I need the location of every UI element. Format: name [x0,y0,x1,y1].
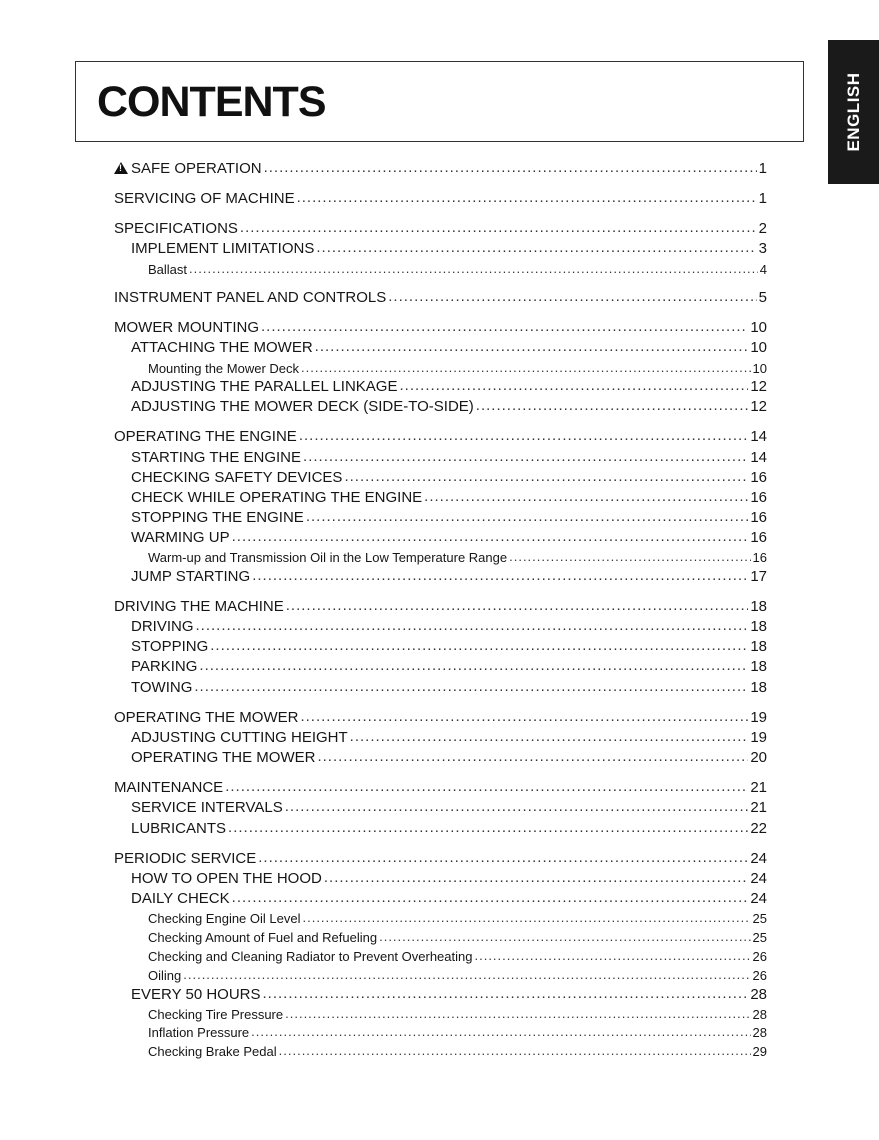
toc-entry-title [148,949,472,964]
toc-entry[interactable] [148,1007,767,1022]
toc-entry[interactable] [131,469,767,486]
toc-entry[interactable] [148,361,767,376]
toc-entry[interactable] [131,339,767,356]
toc-entry-text: Checking and Cleaning Radiator to Prevent Overheating [148,949,473,964]
toc-entry-text: STARTING THE ENGINE [131,449,302,466]
toc-entry-title [131,378,397,395]
toc-entry[interactable] [131,509,767,526]
dot-leader [299,427,749,444]
toc-entry-title [148,262,187,277]
toc-page-number: 22 [750,820,767,837]
dot-leader [399,377,748,394]
toc-entry[interactable] [148,1044,767,1059]
toc-entry-title [114,190,295,207]
toc-page-number: 24 [750,850,767,867]
toc-entry[interactable] [131,638,767,655]
dot-leader [232,889,749,906]
toc-entry-title [131,870,322,887]
dot-leader [285,798,749,815]
toc-page-number: 20 [750,749,767,766]
toc-entry-text: Mounting the Mower Deck [148,361,300,376]
toc-entry-title [114,160,262,177]
toc-entry-title [131,799,283,816]
toc-entry-text: DRIVING [131,618,194,635]
toc-entry[interactable] [148,1025,767,1040]
toc-entry-title [148,911,300,926]
toc-entry-text: SAFE OPERATION [131,160,262,177]
page-title: CONTENTS [97,78,326,126]
toc-entry-text: Ballast [148,262,188,277]
dot-leader [306,508,748,525]
toc-entry-title [148,1044,277,1059]
toc-entry-title [114,598,284,615]
dot-leader [240,219,757,236]
toc-entry-text: ATTACHING THE MOWER [131,339,313,356]
toc-entry[interactable] [148,550,767,565]
toc-entry-text: IMPLEMENT LIMITATIONS [131,240,315,257]
dot-leader [189,261,758,276]
dot-leader [199,657,748,674]
toc-entry[interactable] [131,489,767,506]
toc-entry-title [148,361,299,376]
toc-entry[interactable] [114,779,767,796]
toc-entry-text: STOPPING [131,638,209,655]
toc-page-number: 1 [758,190,767,207]
dot-leader [264,159,757,176]
dot-leader [210,637,748,654]
toc-entry-text: HOW TO OPEN THE HOOD [131,870,322,887]
toc-entry-title [131,890,230,907]
dot-leader [424,488,748,505]
toc-entry[interactable] [131,986,767,1003]
toc-entry-title [131,398,474,415]
toc-entry-title [131,749,315,766]
dot-leader [285,1006,750,1021]
toc-page-number: 18 [750,598,767,615]
toc-page-number: 28 [752,1025,767,1040]
toc-page-number: 21 [750,779,767,796]
dot-leader [301,360,751,375]
toc-entry-text: ADJUSTING THE PARALLEL LINKAGE [131,378,398,395]
toc-entry-title [114,289,386,306]
dot-leader [300,708,748,725]
dot-leader [297,189,757,206]
toc-page-number: 26 [752,949,767,964]
toc-entry-text: SERVICE INTERVALS [131,799,283,816]
toc-entry-text: Checking Brake Pedal [148,1044,277,1059]
toc-entry[interactable] [114,160,767,177]
toc-entry-title [131,489,422,506]
toc-entry-title [131,729,348,746]
toc-page-number: 14 [750,449,767,466]
toc-page-number: 24 [750,890,767,907]
toc-entry[interactable] [131,870,767,887]
toc-page-number: 18 [750,638,767,655]
toc-entry[interactable] [114,709,767,726]
toc-entry[interactable] [131,890,767,907]
toc-page-number: 19 [750,729,767,746]
toc-entry[interactable] [114,190,767,207]
toc-entry-text: SERVICING OF MACHINE [114,190,295,207]
toc-entry-text: DAILY CHECK [131,890,230,907]
toc-entry-title [114,319,259,336]
toc-entry-title [148,968,181,983]
toc-entry[interactable] [131,568,767,585]
toc-entry-text: DRIVING THE MACHINE [114,598,284,615]
toc-entry-title [131,449,301,466]
dot-leader [261,318,748,335]
toc-entry-title [148,550,507,565]
toc-page-number: 29 [752,1044,767,1059]
toc-entry-text: CHECK WHILE OPERATING THE ENGINE [131,489,423,506]
toc-page-number: 10 [750,339,767,356]
toc-page-number: 28 [750,986,767,1003]
toc-page-number: 19 [750,709,767,726]
dot-leader [388,288,756,305]
toc-page-number: 16 [750,469,767,486]
toc-page-number: 12 [750,378,767,395]
toc-entry-text: TOWING [131,679,193,696]
toc-entry-text: Oiling [148,968,182,983]
toc-entry-text: ADJUSTING CUTTING HEIGHT [131,729,348,746]
toc-entry-title [131,469,342,486]
toc-entry[interactable] [114,598,767,615]
toc-page-number: 10 [750,319,767,336]
toc-entry[interactable] [148,262,767,277]
dot-leader [228,819,748,836]
toc-entry-title [131,638,208,655]
toc-entry[interactable] [131,529,767,546]
toc-entry-text: WARMING UP [131,529,230,546]
dot-leader [316,239,756,256]
toc-page-number: 16 [750,489,767,506]
dot-leader [379,929,750,944]
toc-entry-text: CHECKING SAFETY DEVICES [131,469,343,486]
toc-page-number: 25 [752,911,767,926]
toc-entry[interactable] [131,729,767,746]
dot-leader [263,985,749,1002]
toc-entry-title [148,1025,249,1040]
toc-page-number: 4 [759,262,767,277]
toc-entry-text: LUBRICANTS [131,820,227,837]
toc-entry-title [131,658,197,675]
dot-leader [183,967,750,982]
toc-entry-text: ADJUSTING THE MOWER DECK (SIDE-TO-SIDE) [131,398,474,415]
dot-leader [258,849,748,866]
dot-leader [194,678,748,695]
toc-entry[interactable] [131,398,767,415]
toc-entry-title [131,986,261,1003]
dot-leader [302,910,750,925]
toc-entry-title [114,779,223,796]
dot-leader [252,567,748,584]
dot-leader [315,338,749,355]
dot-leader [196,617,749,634]
toc-entry[interactable] [148,968,767,983]
toc-entry-text: PARKING [131,658,198,675]
toc-entry[interactable] [131,618,767,635]
toc-page-number: 2 [758,220,767,237]
toc-entry-text: MAINTENANCE [114,779,224,796]
dot-leader [317,748,748,765]
toc-entry[interactable] [114,428,767,445]
toc-entry[interactable] [131,820,767,837]
toc-entry-title [114,709,298,726]
toc-page-number: 21 [750,799,767,816]
toc-entry-title [131,568,250,585]
toc-entry[interactable] [148,911,767,926]
toc-entry-text: Checking Tire Pressure [148,1007,284,1022]
dot-leader [350,728,749,745]
toc-entry-title [114,850,256,867]
toc-entry-title [131,240,314,257]
toc-entry-title [131,529,230,546]
toc-entry[interactable] [114,220,767,237]
toc-entry[interactable] [131,799,767,816]
toc-entry-title [131,509,304,526]
toc-entry[interactable] [131,240,767,257]
toc-entry-title [148,930,377,945]
toc-entry-title [131,618,194,635]
toc-page-number: 28 [752,1007,767,1022]
dot-leader [279,1043,751,1058]
toc-page-number: 3 [758,240,767,257]
toc-page-number: 17 [750,568,767,585]
dot-leader [303,448,748,465]
toc-page-number: 10 [752,361,767,376]
toc-page-number: 26 [752,968,767,983]
toc-page-number: 16 [750,529,767,546]
toc-page-number: 24 [750,870,767,887]
toc-entry[interactable] [131,749,767,766]
toc-page-number: 12 [750,398,767,415]
toc-entry-title [148,1007,283,1022]
toc-page-number: 18 [750,679,767,696]
dot-leader [509,549,750,564]
dot-leader [225,778,748,795]
toc-entry-text: OPERATING THE MOWER [114,709,299,726]
toc-entry-text: INSTRUMENT PANEL AND CONTROLS [114,289,387,306]
toc-entry-text: EVERY 50 HOURS [131,986,261,1003]
toc-entry-text: STOPPING THE ENGINE [131,509,304,526]
toc-page-number: 1 [758,160,767,177]
toc-entry[interactable] [131,378,767,395]
toc-page-number: 18 [750,658,767,675]
dot-leader [474,948,750,963]
toc-page-number: 5 [758,289,767,306]
toc-entry[interactable] [131,658,767,675]
toc-entry-text: Checking Engine Oil Level [148,911,301,926]
toc-entry[interactable] [131,449,767,466]
dot-leader [324,869,748,886]
toc-entry-text: OPERATING THE ENGINE [114,428,297,445]
dot-leader [476,397,749,414]
language-tab-label: ENGLISH [843,72,863,152]
toc-entry[interactable] [131,679,767,696]
toc-entry-title [131,820,226,837]
toc-entry-text: Checking Amount of Fuel and Refueling [148,930,378,945]
warning-triangle-icon [114,162,128,174]
toc-entry-title [114,220,238,237]
toc-page-number: 16 [750,509,767,526]
toc-entry-title [114,428,297,445]
toc-entry-text: PERIODIC SERVICE [114,850,257,867]
toc-entry-text: Warm-up and Transmission Oil in the Low Temperature Range [148,550,508,565]
toc-page-number: 16 [752,550,767,565]
toc-entry-text: Inflation Pressure [148,1025,250,1040]
toc-page-number: 25 [752,930,767,945]
toc-entry-title [131,679,192,696]
dot-leader [286,597,749,614]
toc-entry-text: JUMP STARTING [131,568,251,585]
dot-leader [344,468,748,485]
toc-entry-title [131,339,313,356]
dot-leader [251,1024,750,1039]
toc-page-number: 18 [750,618,767,635]
toc-entry[interactable] [114,289,767,306]
toc-entry[interactable] [148,949,767,964]
dot-leader [232,528,749,545]
toc-page-number: 14 [750,428,767,445]
toc-entry[interactable] [148,930,767,945]
toc-entry-text: SPECIFICATIONS [114,220,238,237]
toc-entry[interactable] [114,850,767,867]
toc-entry[interactable] [114,319,767,336]
toc-entry-text: OPERATING THE MOWER [131,749,316,766]
toc-entry-text: MOWER MOUNTING [114,319,259,336]
